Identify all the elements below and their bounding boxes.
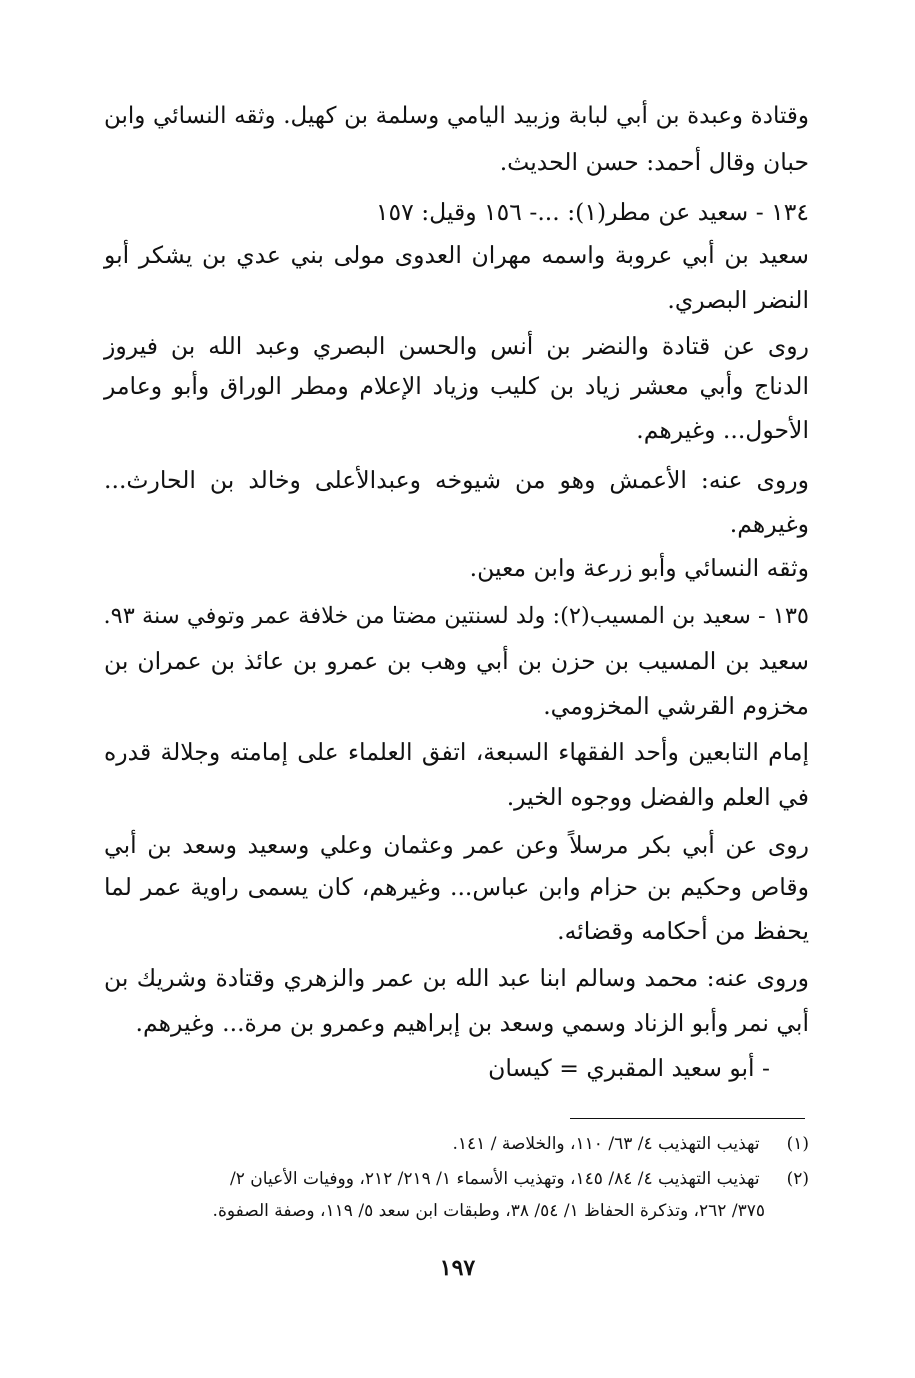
footnote-mark: (٢): [786, 1169, 809, 1189]
footnote: [104, 1164, 809, 1194]
text-line: وقتادة وعبدة بن أبي لبابة وزبيد اليامي وسلمة بن كهيل. وثقه النسائي وابن: [104, 103, 809, 129]
entry-heading: ١٣٥ - سعيد بن المسيب(٢): ولد لسنتين مضتا من خلافة عمر وتوفي سنة ٩٣.: [103, 603, 809, 629]
text-line: وروى عنه: الأعمش وهو من شيوخه وعبدالأعلى وخالد بن الحارث...: [104, 466, 809, 494]
text-line: وقاص وحكيم بن حزام وابن عباس... وغيرهم، كان يسمى راوية عمر لما: [104, 873, 809, 901]
text-line: وثقه النسائي وأبو زرعة وابن معين.: [469, 554, 809, 582]
page-number: ١٩٧: [439, 1255, 476, 1281]
text-line: - أبو سعيد المقبري = كيسان: [488, 1054, 770, 1082]
text-line: روى عن أبي بكر مرسلاً وعن عمر وعثمان وعلي وسعيد وسعد بن أبي: [104, 831, 809, 859]
text-line: حبان وقال أحمد: حسن الحديث.: [499, 148, 809, 176]
text-line: أبي نمر وأبو الزناد وسمي وسعد بن إبراهيم وعمرو بن مرة... وغيرهم.: [135, 1009, 809, 1037]
footnote-separator: [570, 1118, 805, 1119]
text-line: روى عن قتادة والنضر بن أنس والحسن البصري وعبد الله بن فيروز: [104, 332, 809, 360]
text-line: النضر البصري.: [667, 286, 809, 314]
footnote-text: تهذيب التهذيب ٤/ ٦٣/ ١١٠، والخلاصة / ١٤١.: [452, 1134, 760, 1154]
text-line: سعيد بن أبي عروبة واسمه مهران العدوى مولى بني عدي بن يشكر أبو: [104, 241, 809, 269]
footnote-continuation: ٣٧٥/ ٢٦٢، وتذكرة الحفاظ ١/ ٥٤/ ٣٨، وطبقات ابن سعد ٥/ ١١٩، وصفة الصفوة.: [212, 1201, 765, 1221]
text-line: في العلم والفضل ووجوه الخير.: [506, 783, 809, 811]
text-line: الدناج وأبي معشر زياد بن كليب وزياد الإعلام ومطر الوراق وأبو وعامر: [104, 372, 809, 400]
text-line: الأحول... وغيرهم.: [636, 416, 809, 444]
text-line: سعيد بن المسيب بن حزن بن أبي وهب بن عمرو بن عائذ بن عمران بن: [104, 647, 809, 675]
text-line: يحفظ من أحكامه وقضائه.: [557, 917, 809, 945]
text-line: وغيرهم.: [729, 510, 809, 538]
entry-heading: ١٣٤ - سعيد عن مطر(١): ...- ١٥٦ وقيل: ١٥٧: [375, 198, 809, 226]
text-line: وروى عنه: محمد وسالم ابنا عبد الله بن عمر والزهري وقتادة وشريك بن: [104, 964, 809, 992]
text-line: مخزوم القرشي المخزومي.: [543, 692, 809, 720]
text-line: إمام التابعين وأحد الفقهاء السبعة، اتفق العلماء على إمامته وجلالة قدره: [104, 738, 809, 766]
footnote-text: تهذيب التهذيب ٤/ ٨٤/ ١٤٥، وتهذيب الأسماء ١/ ٢١٩/ ٢١٢، ووفيات الأعيان ٢/: [230, 1169, 760, 1189]
footnote: [104, 1129, 809, 1159]
footnote-mark: (١): [786, 1134, 809, 1154]
